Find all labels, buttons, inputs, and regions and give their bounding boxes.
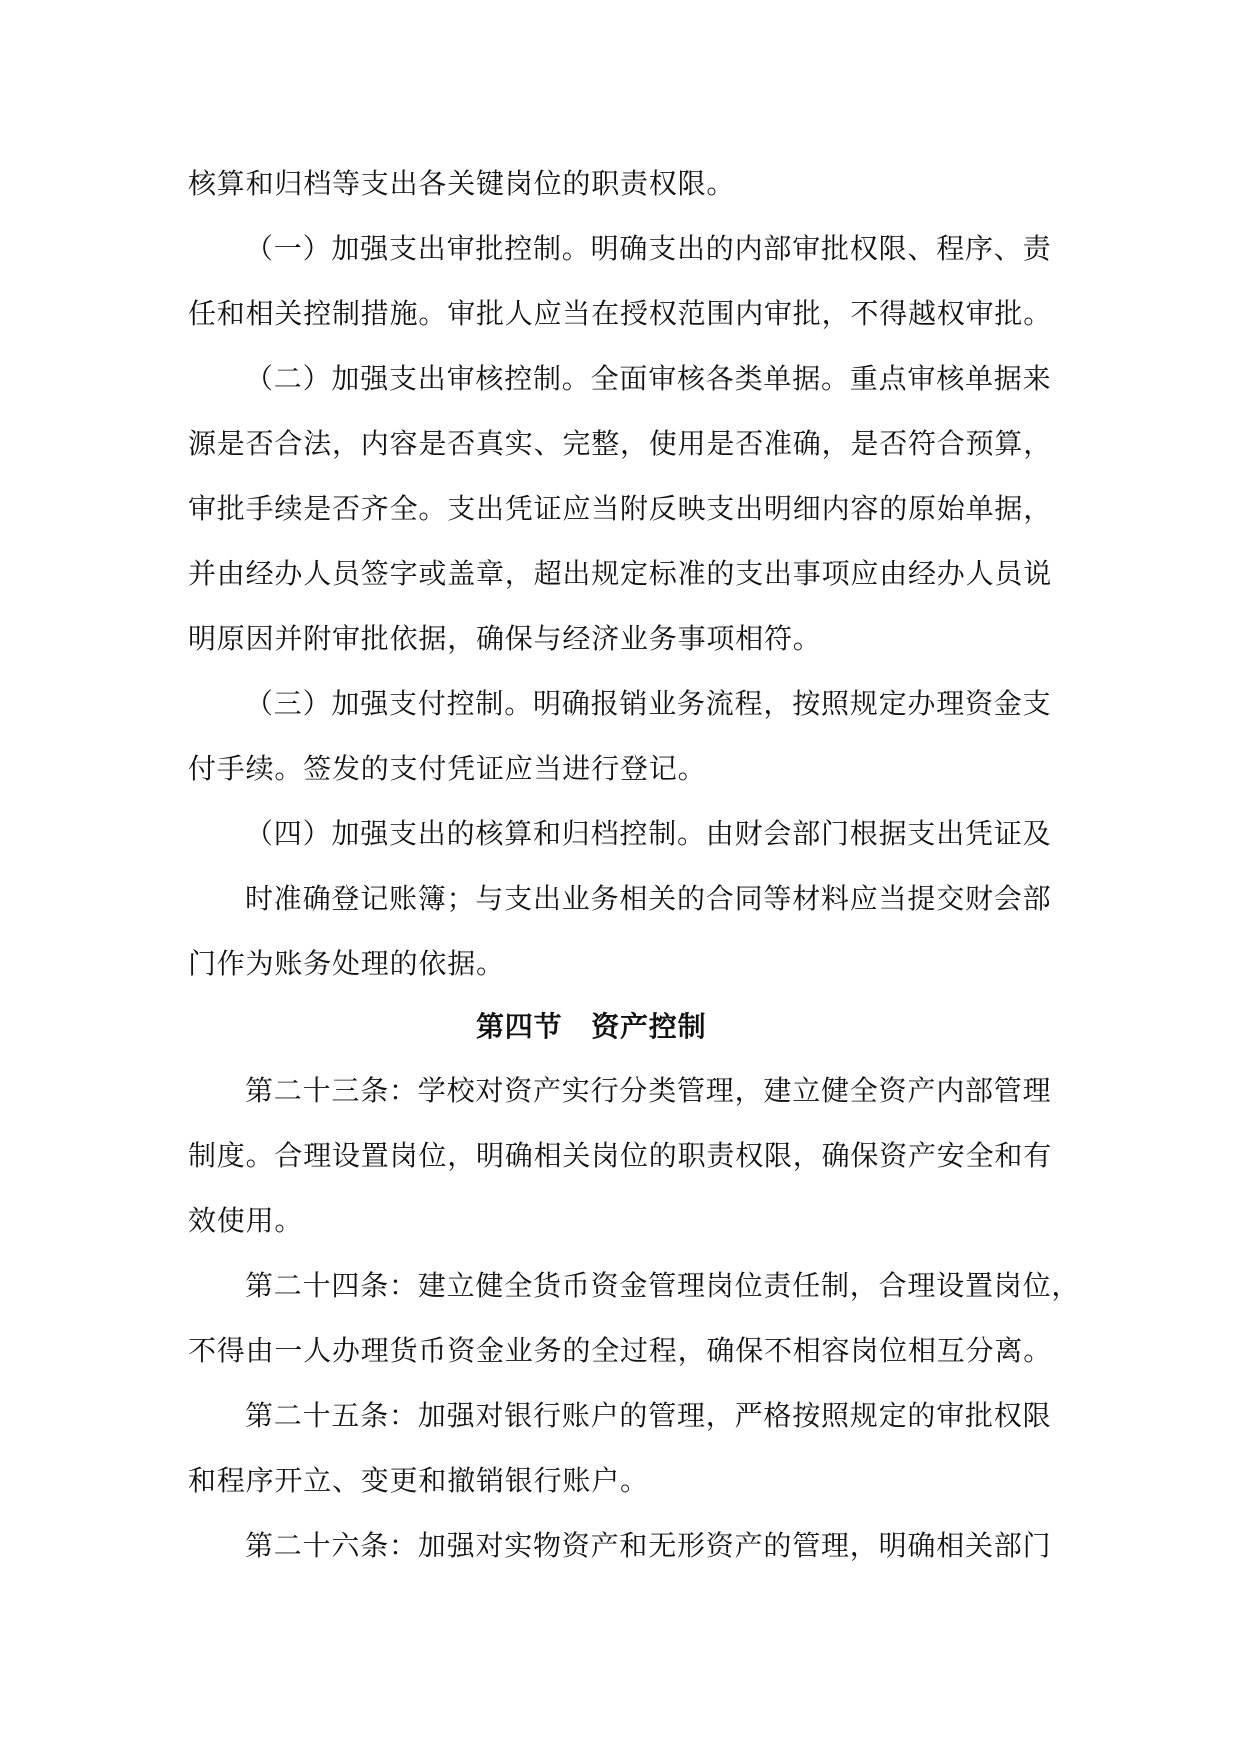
paragraph-line: 和程序开立、变更和撤销银行账户。 — [188, 1464, 649, 1497]
paragraph-line: 第二十五条：加强对银行账户的管理，严格按照规定的审批权限 — [245, 1399, 1052, 1432]
paragraph-line: （四）加强支出的核算和归档控制。由财会部门根据支出凭证及 — [245, 817, 1052, 850]
paragraph-line: 核算和归档等支出各关键岗位的职责权限。 — [188, 167, 736, 200]
paragraph-line: 明原因并附审批依据，确保与经济业务事项相符。 — [188, 622, 822, 655]
paragraph-line: 任和相关控制措施。审批人应当在授权范围内审批，不得越权审批。 — [188, 297, 1053, 330]
paragraph-line: 并由经办人员签字或盖章，超出规定标准的支出事项应由经办人员说 — [188, 557, 1053, 590]
paragraph-line: 第二十四条：建立健全货币资金管理岗位责任制，合理设置岗位， — [245, 1269, 1081, 1302]
paragraph-line: 第二十三条：学校对资产实行分类管理，建立健全资产内部管理 — [245, 1074, 1052, 1107]
paragraph-line: 付手续。签发的支付凭证应当进行登记。 — [188, 752, 707, 785]
paragraph-line: 不得由一人办理货币资金业务的全过程，确保不相容岗位相互分离。 — [188, 1334, 1053, 1367]
paragraph-line: 时准确登记账簿；与支出业务相关的合同等材料应当提交财会部 — [245, 882, 1052, 915]
paragraph-line: （一）加强支出审批控制。明确支出的内部审批权限、程序、责 — [245, 232, 1052, 265]
paragraph-line: （三）加强支付控制。明确报销业务流程，按照规定办理资金支 — [245, 687, 1052, 720]
section-heading: 第四节 资产控制 — [476, 1010, 707, 1043]
paragraph-line: 审批手续是否齐全。支出凭证应当附反映支出明细内容的原始单据， — [188, 492, 1053, 525]
paragraph-line: 效使用。 — [188, 1204, 304, 1237]
paragraph-line: 第二十六条：加强对实物资产和无形资产的管理，明确相关部门 — [245, 1529, 1052, 1562]
paragraph-line: 源是否合法，内容是否真实、完整，使用是否准确，是否符合预算， — [188, 427, 1053, 460]
paragraph-line: 制度。合理设置岗位，明确相关岗位的职责权限，确保资产安全和有 — [188, 1139, 1053, 1172]
paragraph-line: （二）加强支出审核控制。全面审核各类单据。重点审核单据来 — [245, 362, 1052, 395]
paragraph-line: 门作为账务处理的依据。 — [188, 947, 505, 980]
document-body — [188, 151, 1088, 1578]
